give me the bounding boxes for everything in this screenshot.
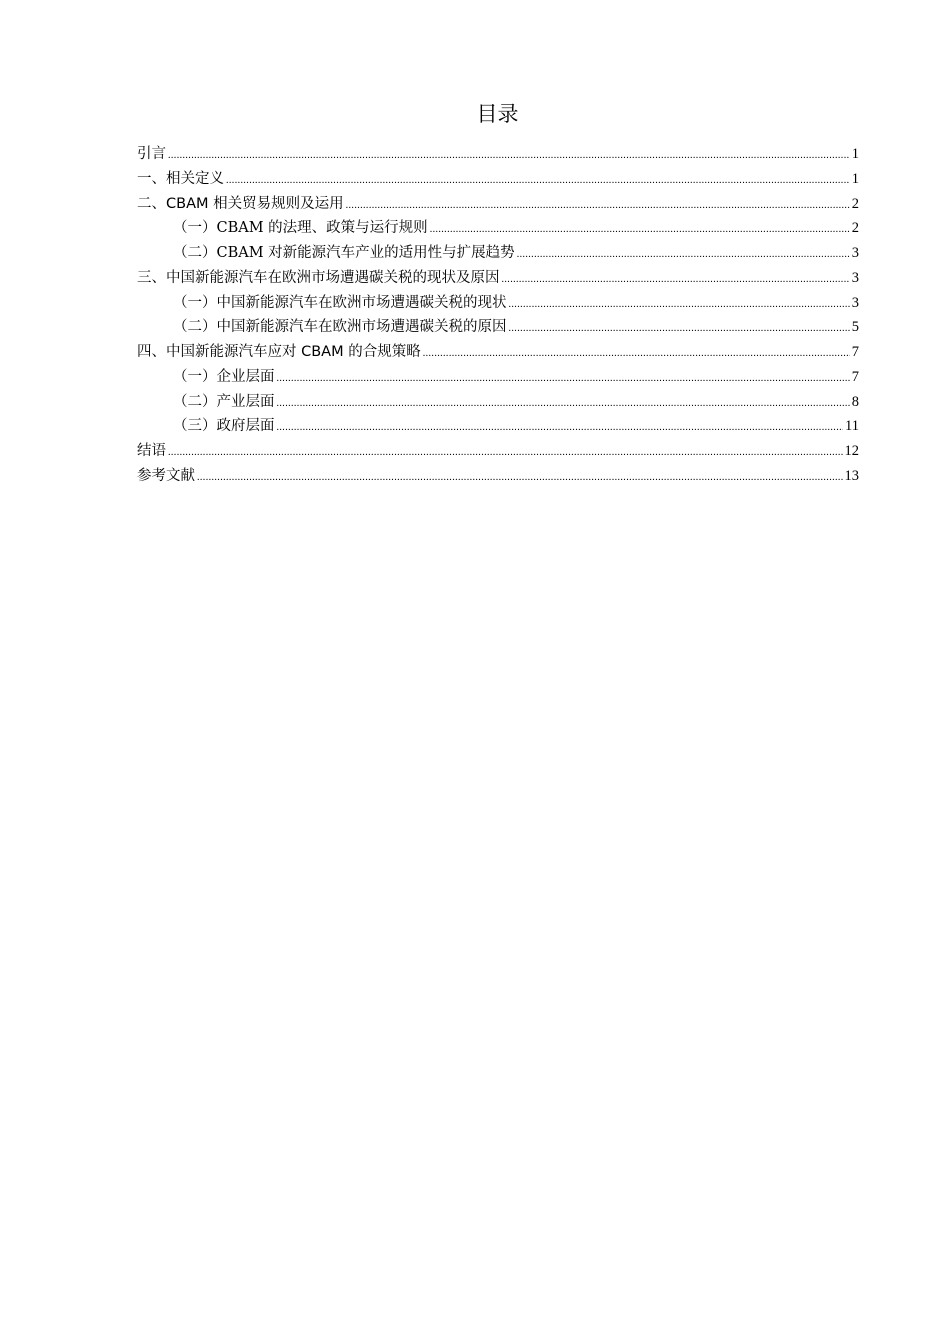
toc-entry-section-4-1[interactable] [137,365,859,390]
toc-page-number: 1 [851,146,859,162]
toc-entry-label: 四、中国新能源汽车应对 CBAM 的合规策略 [137,344,421,360]
dot-leader [430,218,850,243]
toc-page-number: 11 [845,418,859,435]
toc-entry-section-2[interactable] [137,192,859,217]
toc-entry-section-4-2[interactable] [137,390,859,415]
toc-page-number: 7 [851,368,859,385]
toc-entry-label: 参考文献 [137,467,195,484]
dot-leader [517,243,850,268]
dot-leader [277,416,844,441]
dot-leader [509,317,850,342]
table-of-contents [137,142,859,489]
dot-leader [502,268,850,293]
dot-leader [277,392,850,417]
toc-entry-section-4-3[interactable] [137,414,859,439]
toc-page-number: 1 [851,170,859,187]
toc-entry-references[interactable] [137,464,859,489]
toc-entry-introduction[interactable] [137,142,859,167]
toc-entry-section-3[interactable] [137,266,859,291]
toc-entry-label: 二、CBAM 相关贸易规则及运用 [137,195,344,212]
toc-page-number: 3 [851,245,859,261]
toc-entry-section-1[interactable] [137,167,859,192]
toc-page-number: 5 [851,319,859,336]
toc-entry-label: （二）中国新能源汽车在欧洲市场遭遇碳关税的原因 [173,319,507,336]
dot-leader [277,367,850,392]
toc-page-number: 2 [851,195,859,212]
toc-entry-label: （一）中国新能源汽车在欧洲市场遭遇碳关税的现状 [173,294,507,311]
toc-page-number: 7 [851,344,859,360]
toc-title: 目录 [476,102,519,126]
toc-entry-section-2-2[interactable] [137,241,859,266]
dot-leader [168,144,850,169]
toc-page-number: 8 [851,393,859,410]
toc-entry-label: 结语 [137,443,166,459]
toc-page-number: 12 [844,443,859,459]
toc-page-number: 3 [851,294,859,311]
toc-entry-section-4[interactable] [137,340,859,365]
dot-leader [346,194,850,219]
toc-page-number: 2 [851,220,859,237]
toc-entry-conclusion[interactable] [137,439,859,464]
toc-entry-label: 引言 [137,146,166,162]
toc-entry-section-3-1[interactable] [137,291,859,316]
toc-entry-label: 三、中国新能源汽车在欧洲市场遭遇碳关税的现状及原因 [137,269,500,286]
dot-leader [197,466,843,491]
toc-page-number: 3 [851,269,859,286]
toc-page-number: 13 [844,467,859,484]
toc-entry-label: 一、相关定义 [137,170,224,187]
toc-entry-label: （二）产业层面 [173,393,275,410]
toc-entry-label: （二）CBAM 对新能源汽车产业的适用性与扩展趋势 [173,245,515,261]
dot-leader [509,293,850,318]
dot-leader [226,169,850,194]
dot-leader [168,441,843,466]
toc-entry-section-2-1[interactable] [137,216,859,241]
toc-entry-label: （一）企业层面 [173,368,275,385]
toc-entry-label: （三）政府层面 [173,418,275,435]
dot-leader [423,342,850,367]
toc-entry-section-3-2[interactable] [137,315,859,340]
toc-entry-label: （一）CBAM 的法理、政策与运行规则 [173,220,428,237]
